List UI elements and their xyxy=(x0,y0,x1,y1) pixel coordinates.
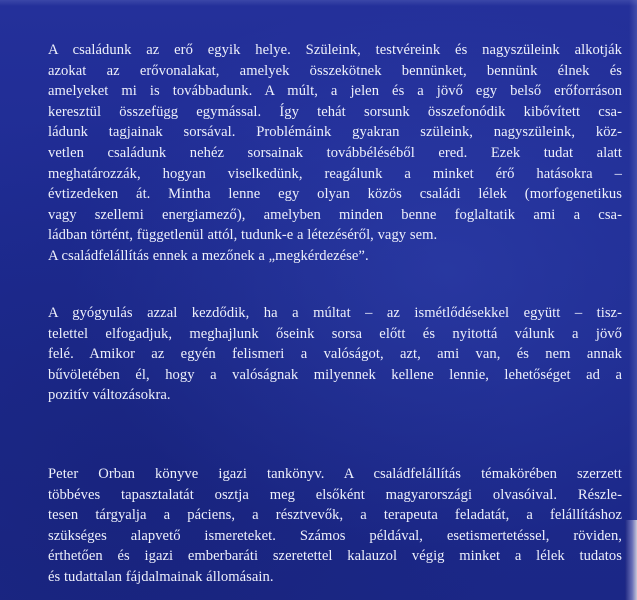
cover-top-edge xyxy=(0,0,637,6)
text-line: A családunk az erő egyik helye. Szüleink, testvéreink és nagyszüleink alkotják xyxy=(48,42,622,58)
text-line: vagy szellemi energiamező), amelyben minden benne foglaltatik ami a csa- xyxy=(48,206,622,223)
text-line: meghatározzák, hogyan viselkedünk, reagálunk a minket érő hatásokra – xyxy=(48,165,622,182)
text-line: keresztül összefügg egymással. Így tehát sorsunk összefonódik kibővített csa- xyxy=(48,103,622,120)
text-line: telettel elfogadjuk, meghajlunk őseink sorsa előtt és nyitottá válunk a jövő xyxy=(48,325,622,342)
text-line: azokat az erővonalakat, amelyek összekötnek bennünket, bennünk élnek és xyxy=(48,62,622,79)
text-line: többéves tapasztalatát osztja meg elsőként magyarországi olvasóival. Részle- xyxy=(48,486,622,503)
paragraph-book-description xyxy=(48,464,622,588)
paragraph-healing xyxy=(48,303,622,406)
text-line: tesen tárgyalja a páciens, a résztvevők, a terapeuta feladatát, a felállításhoz xyxy=(48,507,622,524)
paragraph-family-force xyxy=(48,40,622,267)
text-line: A gyógyulás azzal kezdődik, ha a múltat – az ismétlődésekkel együtt – tisz- xyxy=(48,305,622,321)
text-line: pozitív változásokra. xyxy=(48,387,171,404)
cover-right-edge xyxy=(629,0,637,600)
page-edge-strip xyxy=(625,520,637,600)
text-line: A családfelállítás ennek a mezőnek a „megkérdezése”. xyxy=(48,247,369,264)
text-line: bűvöletében él, hogy a valóságnak milyennek kellene lennie, lehetőséget ad a xyxy=(48,366,622,383)
text-line: és tudattalan fájdalmainak állomásain. xyxy=(48,568,274,585)
text-line: vetlen családunk nehéz sorsainak továbbéléséből ered. Ezek tudat alatt xyxy=(48,144,622,161)
text-line: érthetően és igazi emberbaráti szeretettel kalauzol végig minket a lélek tudatos xyxy=(48,548,622,565)
text-line: szükséges alapvető ismereteket. Számos példával, esetismertetéssel, röviden, xyxy=(48,527,622,544)
text-line: ládban történt, függetlenül attól, tudunk-e a létezéséről, vagy sem. xyxy=(48,227,438,244)
text-line: Peter Orban könyve igazi tankönyv. A családfelállítás témakörében szerzett xyxy=(48,466,622,482)
text-line: ládunk tagjainak sorsával. Problémáink gyakran szüleink, nagyszüleink, köz- xyxy=(48,124,622,141)
text-line: amelyeket mi is továbbadunk. A múlt, a jelen és a jövő egy belső erőforráson xyxy=(48,83,622,100)
text-line: évtizedeken át. Mintha lenne egy olyan közös családi lélek (morfogenetikus xyxy=(48,186,622,203)
text-line: felé. Amikor az egyén felismeri a valóságot, azt, ami van, és nem annak xyxy=(48,346,622,363)
